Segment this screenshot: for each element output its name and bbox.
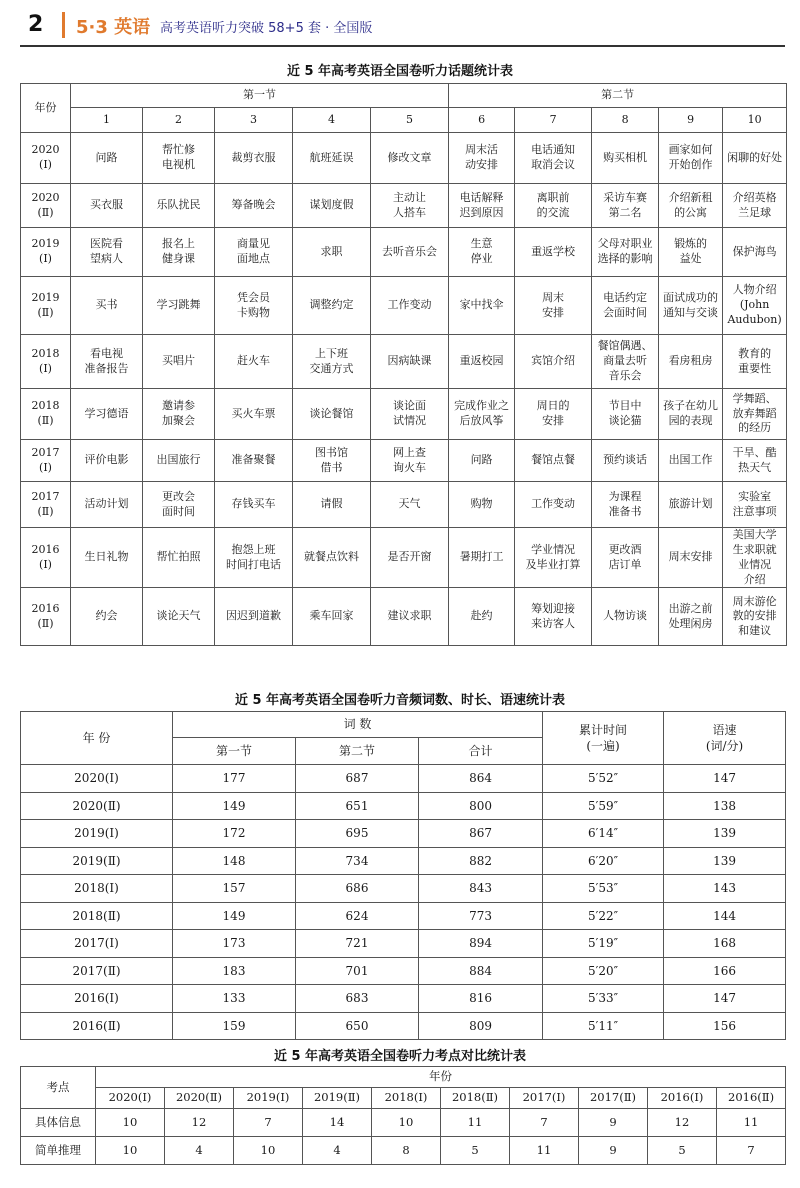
- stat-cell: 143: [664, 875, 786, 903]
- year-header: 2019(Ⅰ): [234, 1088, 303, 1109]
- count-cell: 11: [510, 1137, 579, 1165]
- topic-cell: 因迟到道歉: [215, 588, 293, 646]
- point-label: 具体信息: [21, 1109, 96, 1137]
- stat-cell: 5′53″: [543, 875, 664, 903]
- topic-cell: 裁剪衣服: [215, 133, 293, 184]
- topic-cell: 看房租房: [659, 335, 723, 389]
- t2-speed-header: 语速 (词/分): [664, 712, 786, 765]
- table-row: [21, 528, 787, 588]
- topic-cell: 生日礼物: [71, 528, 143, 588]
- stat-cell: 149: [173, 902, 296, 930]
- stat-cell: 773: [419, 902, 543, 930]
- topic-cell: 家中找伞: [449, 277, 515, 335]
- stat-cell: 139: [664, 820, 786, 848]
- t3-year-group-header: 年份: [96, 1067, 786, 1088]
- year-header: 2017(Ⅰ): [510, 1088, 579, 1109]
- table-row: [21, 1137, 786, 1165]
- topic-cell: 凭会员 卡购物: [215, 277, 293, 335]
- stat-cell: 147: [664, 765, 786, 793]
- topic-cell: 出游之前 处理闲房: [659, 588, 723, 646]
- topic-cell: 实验室 注意事项: [723, 482, 787, 528]
- year-cell: 2017 (Ⅱ): [21, 482, 71, 528]
- table2-title: 近 5 年高考英语全国卷听力音频词数、时长、语速统计表: [234, 693, 566, 708]
- topic-cell: 是否开窗: [371, 528, 449, 588]
- stat-cell: 2017(Ⅱ): [21, 957, 173, 985]
- topic-cell: 人物介绍 (John Audubon): [723, 277, 787, 335]
- stat-cell: 6′20″: [543, 847, 664, 875]
- year-cell: 2017 (Ⅰ): [21, 440, 71, 482]
- topic-cell: 画家如何 开始创作: [659, 133, 723, 184]
- stat-cell: 816: [419, 985, 543, 1013]
- topic-cell: 采访车赛 第二名: [592, 184, 659, 228]
- count-cell: 10: [96, 1109, 165, 1137]
- topic-cell: 锻炼的 益处: [659, 228, 723, 277]
- stat-cell: 683: [296, 985, 419, 1013]
- stat-cell: 5′59″: [543, 792, 664, 820]
- topic-cell: 因病缺课: [371, 335, 449, 389]
- topic-cell: 买衣服: [71, 184, 143, 228]
- topic-cell: 网上查 询火车: [371, 440, 449, 482]
- topic-cell: 乘车回家: [293, 588, 371, 646]
- topic-cell: 宾馆介绍: [515, 335, 592, 389]
- topic-cell: 更改会 面时间: [143, 482, 215, 528]
- stat-cell: 809: [419, 1012, 543, 1040]
- table-row: [21, 133, 787, 184]
- point-label: 简单推理: [21, 1137, 96, 1165]
- topic-cell: 工作变动: [371, 277, 449, 335]
- table-row: [21, 440, 787, 482]
- stat-cell: 2016(Ⅱ): [21, 1012, 173, 1040]
- count-cell: 9: [579, 1137, 648, 1165]
- topic-cell: 帮忙拍照: [143, 528, 215, 588]
- stat-cell: 695: [296, 820, 419, 848]
- topic-cell: 节目中 谈论猫: [592, 389, 659, 440]
- topic-cell: 谈论面 试情况: [371, 389, 449, 440]
- count-cell: 12: [648, 1109, 717, 1137]
- year-header: 2019(Ⅱ): [303, 1088, 372, 1109]
- topic-cell: 图书馆 借书: [293, 440, 371, 482]
- t1-section1-header: 第一节: [71, 84, 449, 108]
- t2-section2-header: 第二节: [296, 738, 419, 765]
- count-cell: 10: [96, 1137, 165, 1165]
- topic-cell: 存钱买车: [215, 482, 293, 528]
- col-number: 2: [143, 108, 215, 133]
- topic-cell: 报名上 健身课: [143, 228, 215, 277]
- stat-cell: 166: [664, 957, 786, 985]
- table-row: [21, 1109, 786, 1137]
- topic-cell: 建议求职: [371, 588, 449, 646]
- year-cell: 2018 (Ⅰ): [21, 335, 71, 389]
- topic-cell: 购买相机: [592, 133, 659, 184]
- topic-cell: 周末 安排: [515, 277, 592, 335]
- stat-cell: 2020(Ⅰ): [21, 765, 173, 793]
- table-row: [21, 184, 787, 228]
- stat-cell: 882: [419, 847, 543, 875]
- topic-cell: 学舞蹈、 放弃舞蹈 的经历: [723, 389, 787, 440]
- topic-cell: 约会: [71, 588, 143, 646]
- stat-cell: 2016(Ⅰ): [21, 985, 173, 1013]
- topic-cell: 就餐点饮料: [293, 528, 371, 588]
- topic-cell: 谋划度假: [293, 184, 371, 228]
- count-cell: 5: [648, 1137, 717, 1165]
- topic-cell: 餐馆偶遇、 商量去听 音乐会: [592, 335, 659, 389]
- topic-cell: 更改酒 店订单: [592, 528, 659, 588]
- year-cell: 2016 (Ⅰ): [21, 528, 71, 588]
- col-number: 7: [515, 108, 592, 133]
- topic-cell: 赴约: [449, 588, 515, 646]
- col-number: 4: [293, 108, 371, 133]
- stat-cell: 2018(Ⅱ): [21, 902, 173, 930]
- page-header: [0, 0, 800, 46]
- count-cell: 7: [510, 1109, 579, 1137]
- stat-cell: 650: [296, 1012, 419, 1040]
- topic-cell: 面试成功的 通知与交谈: [659, 277, 723, 335]
- topic-cell: 问路: [449, 440, 515, 482]
- year-header: 2017(Ⅱ): [579, 1088, 648, 1109]
- stat-cell: 5′20″: [543, 957, 664, 985]
- stat-cell: 884: [419, 957, 543, 985]
- topic-cell: 教育的 重要性: [723, 335, 787, 389]
- topic-cell: 修改文章: [371, 133, 449, 184]
- stat-cell: 147: [664, 985, 786, 1013]
- count-cell: 5: [441, 1137, 510, 1165]
- stat-cell: 5′19″: [543, 930, 664, 958]
- table-row: [21, 820, 786, 848]
- topic-cell: 出国旅行: [143, 440, 215, 482]
- year-cell: 2018 (Ⅱ): [21, 389, 71, 440]
- topic-cell: 准备聚餐: [215, 440, 293, 482]
- topic-cell: 重返学校: [515, 228, 592, 277]
- count-cell: 11: [441, 1109, 510, 1137]
- stat-cell: 864: [419, 765, 543, 793]
- stat-cell: 2019(Ⅱ): [21, 847, 173, 875]
- topic-cell: 暑期打工: [449, 528, 515, 588]
- topic-cell: 电话约定 会面时间: [592, 277, 659, 335]
- count-cell: 10: [234, 1137, 303, 1165]
- topic-cell: 天气: [371, 482, 449, 528]
- header-rule: [20, 45, 785, 47]
- year-header: 2020(Ⅱ): [165, 1088, 234, 1109]
- topic-cell: 问路: [71, 133, 143, 184]
- page-number: 2: [28, 12, 44, 37]
- stat-cell: 894: [419, 930, 543, 958]
- stat-cell: 157: [173, 875, 296, 903]
- topic-cell: 干旱、酷 热天气: [723, 440, 787, 482]
- t3-point-header: 考点: [21, 1067, 96, 1109]
- table-row: [21, 957, 786, 985]
- topic-cell: 父母对职业 选择的影响: [592, 228, 659, 277]
- stat-cell: 5′33″: [543, 985, 664, 1013]
- topic-cell: 筹划迎接 来访客人: [515, 588, 592, 646]
- topic-cell: 完成作业之 后放风筝: [449, 389, 515, 440]
- topic-cell: 买唱片: [143, 335, 215, 389]
- stat-cell: 2018(Ⅰ): [21, 875, 173, 903]
- year-cell: 2019 (Ⅱ): [21, 277, 71, 335]
- topic-cell: 工作变动: [515, 482, 592, 528]
- topic-cell: 乐队扰民: [143, 184, 215, 228]
- table-row: [21, 902, 786, 930]
- table-row: [21, 930, 786, 958]
- topic-cell: 人物访谈: [592, 588, 659, 646]
- topic-cell: 调整约定: [293, 277, 371, 335]
- stat-cell: 139: [664, 847, 786, 875]
- stat-cell: 843: [419, 875, 543, 903]
- table-row: [21, 335, 787, 389]
- table1-title: 近 5 年高考英语全国卷听力话题统计表: [286, 64, 514, 79]
- topic-cell: 介绍英格 兰足球: [723, 184, 787, 228]
- topic-cell: 请假: [293, 482, 371, 528]
- stats-table: [20, 711, 786, 1040]
- topic-cell: 主动让 人搭车: [371, 184, 449, 228]
- topic-cell: 活动计划: [71, 482, 143, 528]
- col-number: 5: [371, 108, 449, 133]
- topic-cell: 出国工作: [659, 440, 723, 482]
- stat-cell: 2020(Ⅱ): [21, 792, 173, 820]
- year-header: 2016(Ⅱ): [717, 1088, 786, 1109]
- stat-cell: 624: [296, 902, 419, 930]
- col-number: 8: [592, 108, 659, 133]
- stat-cell: 5′11″: [543, 1012, 664, 1040]
- header-divider: [62, 12, 65, 38]
- count-cell: 11: [717, 1109, 786, 1137]
- topic-cell: 学习德语: [71, 389, 143, 440]
- stat-cell: 173: [173, 930, 296, 958]
- year-header: 2018(Ⅱ): [441, 1088, 510, 1109]
- count-cell: 12: [165, 1109, 234, 1137]
- topic-cell: 电话解释 迟到原因: [449, 184, 515, 228]
- table3-title: 近 5 年高考英语全国卷听力考点对比统计表: [273, 1049, 527, 1064]
- topic-cell: 购物: [449, 482, 515, 528]
- topic-cell: 医院看 望病人: [71, 228, 143, 277]
- topic-cell: 孩子在幼儿 园的表现: [659, 389, 723, 440]
- stat-cell: 159: [173, 1012, 296, 1040]
- topic-cell: 买书: [71, 277, 143, 335]
- topic-cell: 周末活 动安排: [449, 133, 515, 184]
- stat-cell: 651: [296, 792, 419, 820]
- count-cell: 8: [372, 1137, 441, 1165]
- stat-cell: 172: [173, 820, 296, 848]
- count-cell: 4: [303, 1137, 372, 1165]
- stat-cell: 6′14″: [543, 820, 664, 848]
- table-row: [21, 985, 786, 1013]
- topic-cell: 商量见 面地点: [215, 228, 293, 277]
- topic-cell: 赶火车: [215, 335, 293, 389]
- year-cell: 2020 (Ⅰ): [21, 133, 71, 184]
- stat-cell: 686: [296, 875, 419, 903]
- table-row: [21, 228, 787, 277]
- count-cell: 4: [165, 1137, 234, 1165]
- year-header: 2018(Ⅰ): [372, 1088, 441, 1109]
- stat-cell: 5′22″: [543, 902, 664, 930]
- topic-cell: 预约谈话: [592, 440, 659, 482]
- stat-cell: 800: [419, 792, 543, 820]
- table-row: [21, 875, 786, 903]
- col-number: 9: [659, 108, 723, 133]
- topic-cell: 旅游计划: [659, 482, 723, 528]
- topic-cell: 谈论天气: [143, 588, 215, 646]
- topic-cell: 周末安排: [659, 528, 723, 588]
- t2-total-header: 合计: [419, 738, 543, 765]
- topic-cell: 周末游伦 敦的安排 和建议: [723, 588, 787, 646]
- year-header: 2020(Ⅰ): [96, 1088, 165, 1109]
- col-number: 10: [723, 108, 787, 133]
- points-table: [20, 1066, 786, 1165]
- t2-time-header: 累计时间 (一遍): [543, 712, 664, 765]
- year-header: 2016(Ⅰ): [648, 1088, 717, 1109]
- topic-cell: 上下班 交通方式: [293, 335, 371, 389]
- topic-cell: 电话通知 取消会议: [515, 133, 592, 184]
- stat-cell: 2017(Ⅰ): [21, 930, 173, 958]
- year-cell: 2016 (Ⅱ): [21, 588, 71, 646]
- year-cell: 2020 (Ⅱ): [21, 184, 71, 228]
- table-row: [21, 792, 786, 820]
- topic-cell: 邀请参 加聚会: [143, 389, 215, 440]
- topic-cell: 闲聊的好处: [723, 133, 787, 184]
- count-cell: 10: [372, 1109, 441, 1137]
- stat-cell: 168: [664, 930, 786, 958]
- topic-cell: 学业情况 及毕业打算: [515, 528, 592, 588]
- stat-cell: 867: [419, 820, 543, 848]
- table-row: [21, 482, 787, 528]
- year-cell: 2019 (Ⅰ): [21, 228, 71, 277]
- t2-section1-header: 第一节: [173, 738, 296, 765]
- col-number: 3: [215, 108, 293, 133]
- t2-words-header: 词 数: [173, 712, 543, 738]
- count-cell: 9: [579, 1109, 648, 1137]
- stat-cell: 734: [296, 847, 419, 875]
- stat-cell: 133: [173, 985, 296, 1013]
- topic-cell: 求职: [293, 228, 371, 277]
- table-row: [21, 1012, 786, 1040]
- stat-cell: 721: [296, 930, 419, 958]
- stat-cell: 148: [173, 847, 296, 875]
- topic-cell: 买火车票: [215, 389, 293, 440]
- stat-cell: 687: [296, 765, 419, 793]
- count-cell: 7: [717, 1137, 786, 1165]
- topic-cell: 餐馆点餐: [515, 440, 592, 482]
- stat-cell: 183: [173, 957, 296, 985]
- topic-cell: 周日的 安排: [515, 389, 592, 440]
- table-row: [21, 588, 787, 646]
- topic-cell: 筹备晚会: [215, 184, 293, 228]
- topic-cell: 保护海鸟: [723, 228, 787, 277]
- topic-cell: 看电视 准备报告: [71, 335, 143, 389]
- table-row: [21, 389, 787, 440]
- topic-cell: 重返校园: [449, 335, 515, 389]
- topic-cell: 为课程 准备书: [592, 482, 659, 528]
- topic-cell: 生意 停业: [449, 228, 515, 277]
- topic-cell: 离职前 的交流: [515, 184, 592, 228]
- t1-year-header: 年份: [21, 84, 71, 133]
- t1-section2-header: 第二节: [449, 84, 787, 108]
- topic-cell: 帮忙修 电视机: [143, 133, 215, 184]
- book-subtitle: 高考英语听力突破 58+5 套 · 全国版: [160, 21, 373, 36]
- col-number: 1: [71, 108, 143, 133]
- topic-cell: 航班延误: [293, 133, 371, 184]
- topic-cell: 谈论餐馆: [293, 389, 371, 440]
- count-cell: 14: [303, 1109, 372, 1137]
- topics-table: [20, 83, 787, 646]
- count-cell: 7: [234, 1109, 303, 1137]
- stat-cell: 701: [296, 957, 419, 985]
- table-row: [21, 765, 786, 793]
- stat-cell: 149: [173, 792, 296, 820]
- stat-cell: 5′52″: [543, 765, 664, 793]
- topic-cell: 去听音乐会: [371, 228, 449, 277]
- stat-cell: 138: [664, 792, 786, 820]
- topic-cell: 介绍新租 的公寓: [659, 184, 723, 228]
- table-row: [21, 847, 786, 875]
- stat-cell: 144: [664, 902, 786, 930]
- topic-cell: 学习跳舞: [143, 277, 215, 335]
- topic-cell: 抱怨上班 时间打电话: [215, 528, 293, 588]
- stat-cell: 2019(Ⅰ): [21, 820, 173, 848]
- t2-year-header: 年 份: [21, 712, 173, 765]
- topic-cell: 评价电影: [71, 440, 143, 482]
- brand-logo: 5·3 英语: [76, 17, 151, 38]
- stat-cell: 177: [173, 765, 296, 793]
- col-number: 6: [449, 108, 515, 133]
- stat-cell: 156: [664, 1012, 786, 1040]
- topic-cell: 美国大学 生求职就 业情况 介绍: [723, 528, 787, 588]
- table-row: [21, 277, 787, 335]
